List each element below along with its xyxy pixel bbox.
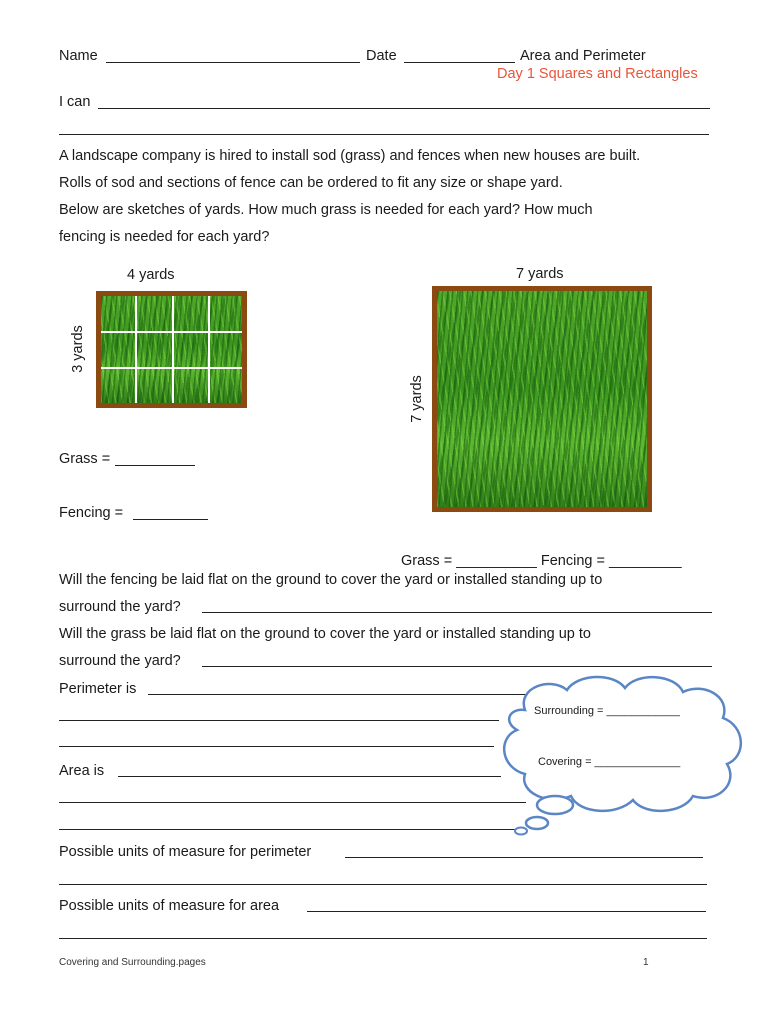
question-2-line-2: surround the yard? <box>59 653 181 669</box>
question-2-line-1: Will the grass be laid flat on the ground to cover the yard or installed standing up to <box>59 626 591 642</box>
question-1-line-1: Will the fencing be laid flat on the ground to cover the yard or installed standing up to <box>59 572 603 588</box>
units-area-label: Possible units of measure for area <box>59 898 280 914</box>
yard1-top-label: 4 yards <box>127 267 175 283</box>
yard1-fencing-blank[interactable] <box>133 519 208 520</box>
yard2-side-label: 7 yards <box>409 375 425 423</box>
units-area-blank-1[interactable] <box>307 911 706 912</box>
intro-line-4: fencing is needed for each yard? <box>59 229 270 245</box>
date-label: Date <box>366 48 397 64</box>
ican-blank-1[interactable] <box>98 108 710 109</box>
intro-line-3: Below are sketches of yards. How much grass is needed for each yard? How much <box>59 202 593 218</box>
footer-filename: Covering and Surrounding.pages <box>59 957 206 968</box>
yard1-fencing-label: Fencing = <box>59 505 124 521</box>
yard2-grass-image <box>432 286 652 512</box>
grid-line <box>172 296 174 403</box>
yard1-grass-image <box>96 291 247 408</box>
units-perimeter-blank-1[interactable] <box>345 857 703 858</box>
question-2-blank[interactable] <box>202 666 712 667</box>
footer-page-number: 1 <box>643 957 649 968</box>
surrounding-label: Surrounding = ____________ <box>534 705 680 717</box>
units-perimeter-label: Possible units of measure for perimeter <box>59 844 312 860</box>
perimeter-blank-1[interactable] <box>148 694 526 695</box>
grid-line <box>101 331 242 333</box>
perimeter-blank-2[interactable] <box>59 720 499 721</box>
covering-label: Covering = ______________ <box>538 756 681 768</box>
intro-line-2: Rolls of sod and sections of fence can be ordered to fit any size or shape yard. <box>59 175 563 191</box>
date-blank[interactable] <box>404 62 515 63</box>
question-1-line-2: surround the yard? <box>59 599 181 615</box>
intro-line-1: A landscape company is hired to install sod (grass) and fences when new houses are built. <box>59 148 641 164</box>
yard2-answers: Grass = __________ Fencing = _________ <box>401 553 682 569</box>
yard1-grass-label: Grass = <box>59 451 111 467</box>
area-blank-3[interactable] <box>59 829 515 830</box>
yard1-grass-blank[interactable] <box>115 465 195 466</box>
question-1-blank[interactable] <box>202 612 712 613</box>
ican-label: I can <box>59 94 91 110</box>
grid-line <box>208 296 210 403</box>
units-area-blank-2[interactable] <box>59 938 707 939</box>
area-blank-1[interactable] <box>118 776 501 777</box>
page-title: Area and Perimeter <box>520 48 646 64</box>
area-label: Area is <box>59 763 105 779</box>
yard1-side-label: 3 yards <box>70 325 86 373</box>
perimeter-blank-3[interactable] <box>59 746 494 747</box>
page-subtitle: Day 1 Squares and Rectangles <box>497 66 698 82</box>
yard2-top-label: 7 yards <box>516 266 564 282</box>
name-label: Name <box>59 48 98 64</box>
units-perimeter-blank-2[interactable] <box>59 884 707 885</box>
grid-line <box>101 367 242 369</box>
thought-cloud <box>495 668 750 838</box>
area-blank-2[interactable] <box>59 802 526 803</box>
perimeter-label: Perimeter is <box>59 681 137 697</box>
ican-blank-2[interactable] <box>59 134 709 135</box>
name-blank[interactable] <box>106 62 360 63</box>
grid-line <box>135 296 137 403</box>
